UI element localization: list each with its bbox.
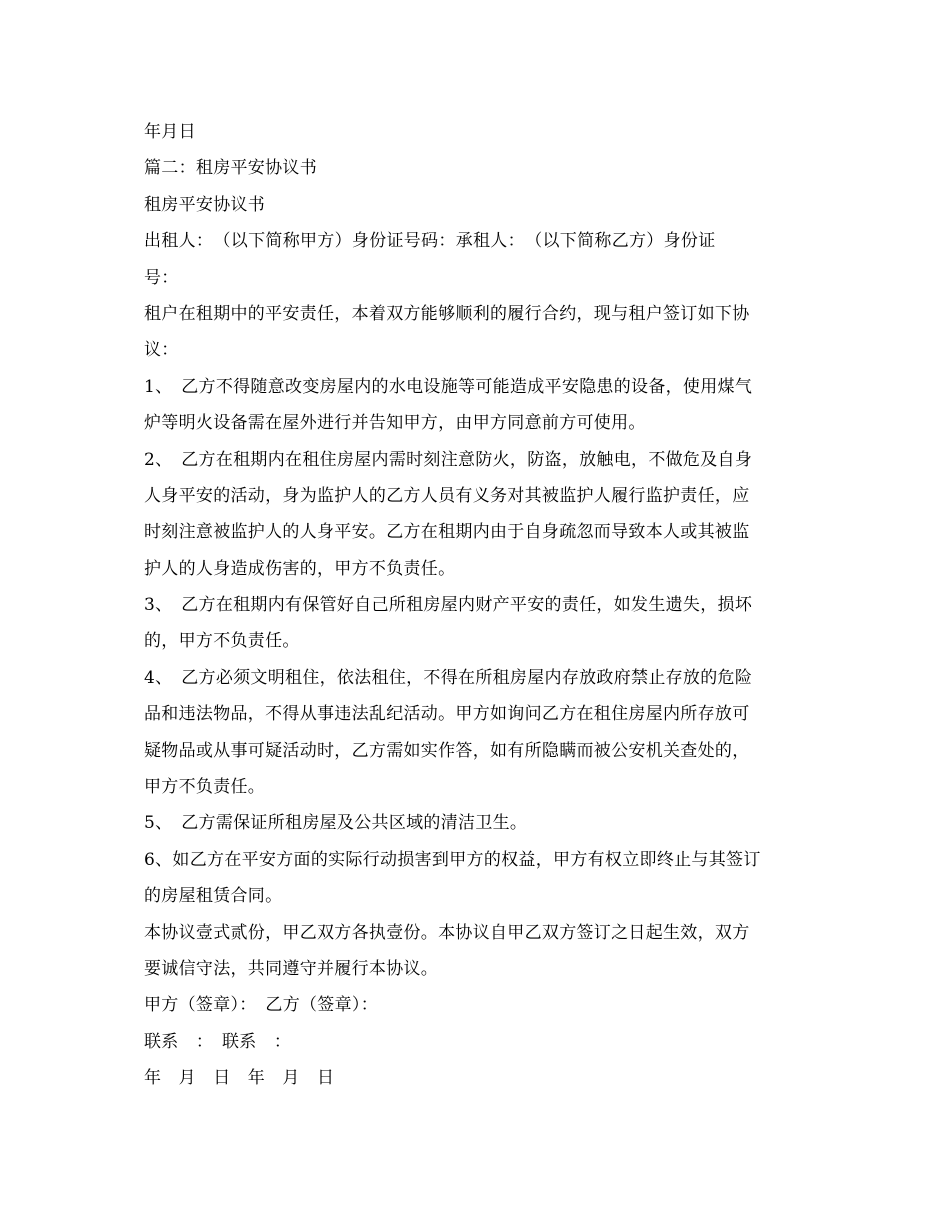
document-title: 租房平安协议书 — [144, 194, 266, 215]
date-line: 年月日 — [144, 122, 196, 142]
clause-5-line: 5、 乙方需保证所租房屋及公共区域的清洁卫生。 — [144, 813, 528, 834]
preamble-line: 议： — [144, 340, 179, 361]
signing-date-line: 年 月 日 年 月 日 — [144, 1068, 335, 1089]
clause-4-line: 甲方不负责任。 — [144, 777, 266, 798]
clause-3-line: 3、 乙方在租期内有保管好自己所租房屋内财产平安的责任，如发生遗失，损坏 — [144, 595, 753, 616]
clause-2-line: 2、 乙方在租期内在租住房屋内需时刻注意防火，防盗，放触电，不做危及自身 — [144, 449, 753, 470]
closing-line: 本协议壹式贰份，甲乙双方各执壹份。本协议自甲乙双方签订之日起生效，双方 — [144, 922, 750, 943]
parties-line: 号： — [144, 267, 179, 288]
clause-6-line: 6、如乙方在平安方面的实际行动损害到甲方的权益，甲方有权立即终止与其签订 — [144, 849, 761, 870]
parties-line: 出租人： （以下简称甲方）身份证号码：承租人： （以下简称乙方）身份证 — [144, 231, 716, 252]
clause-1-line: 炉等明火设备需在屋外进行并告知甲方，由甲方同意前方可使用。 — [144, 413, 646, 434]
clause-2-line: 人身平安的活动，身为监护人的乙方人员有义务对其被监护人履行监护责任，应 — [144, 485, 750, 506]
clause-2-line: 时刻注意被监护人的人身平安。乙方在租期内由于自身疏忽而导致本人或其被监 — [144, 522, 750, 543]
clause-1-line: 1、 乙方不得随意改变房屋内的水电设施等可能造成平安隐患的设备，使用煤气 — [144, 376, 753, 397]
clause-4-line: 疑物品或从事可疑活动时，乙方需如实作答，如有所隐瞒而被公安机关查处的， — [144, 740, 750, 761]
contact-line: 联系 ： 联系 ： — [144, 1031, 292, 1052]
document-body — [144, 114, 812, 1097]
section-heading: 篇二：租房平安协议书 — [144, 158, 317, 179]
clause-4-line: 品和违法物品，不得从事违法乱纪活动。甲方如询问乙方在租住房屋内所存放可 — [144, 704, 750, 725]
clause-2-line: 护人的人身造成伤害的，甲方不负责任。 — [144, 558, 456, 579]
preamble-line: 租户在租期中的平安责任，本着双方能够顺利的履行合约，现与租户签订如下协 — [144, 303, 750, 324]
signature-line: 甲方（签章）： 乙方（签章）： — [144, 995, 378, 1016]
clause-6-line: 的房屋租赁合同。 — [144, 886, 283, 907]
closing-line: 要诚信守法，共同遵守并履行本协议。 — [144, 958, 439, 979]
clause-3-line: 的，甲方不负责任。 — [144, 631, 300, 652]
clause-4-line: 4、 乙方必须文明租住，依法租住，不得在所租房屋内存放政府禁止存放的危险 — [144, 667, 753, 688]
